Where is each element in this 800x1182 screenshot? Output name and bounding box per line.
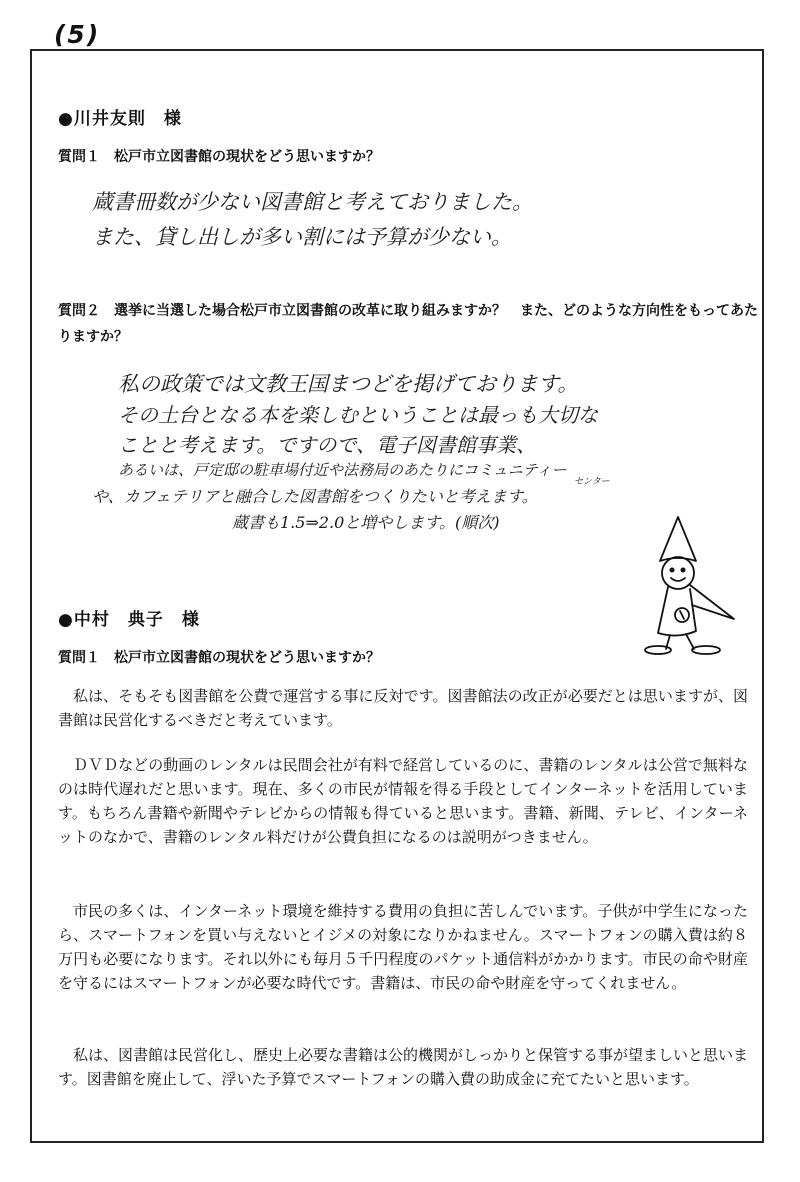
respondent-name-kawai: ●川井友則 様: [58, 109, 182, 129]
handwritten-answer-2-line-2: その土台となる本を楽しむということは最っも大切な: [118, 403, 598, 427]
handwritten-answer-2-line-5: や、カフェテリアと融合した図書館をつくりたいと考えます。: [92, 487, 538, 506]
handwritten-answer-1-line-2: また、貸し出しが多い割には予算が少ない。: [92, 225, 512, 249]
handwritten-answer-2-line-6: 蔵書も1.5⇒2.0と増やします。(順次): [232, 513, 500, 532]
handwritten-note-center: センター: [574, 477, 610, 487]
handwritten-answer-1-line-1: 蔵書冊数が少ない図書館と考えておりました。: [92, 190, 533, 214]
page-number: (5): [54, 20, 101, 49]
question-1-nakamura: 質問１ 松戸市立図書館の現状をどう思いますか？: [58, 650, 380, 666]
question-1-kawai: 質問１ 松戸市立図書館の現状をどう思いますか？: [58, 149, 380, 165]
answer-paragraph-4: 私は、図書館は民営化し、歴史上必要な書籍は公的機関がしっかりと保管する事が望ましいと思います。図書館を廃止して、浮いた予算でスマートフォンの購入費の助成金に充てたいと思います。: [58, 1046, 749, 1088]
question-2-kawai: 質問２ 選挙に当選した場合松戸市立図書館の改革に取り組みますか？ また、どのような方向性をもってあたりますか？: [58, 303, 758, 345]
respondent-name-nakamura: ●中村 典子 様: [58, 610, 200, 630]
handwritten-answer-2-line-3: ことと考えます。ですので、電子図書館事業、: [118, 433, 536, 457]
mascot-illustration: [638, 515, 750, 657]
answer-paragraph-2: ＤＶＤなどの動画のレンタルは民間会社が有料で経営しているのに、書籍のレンタルは公営で無料なのは時代遅れだと思います。現在、多くの市民が情報を得る手段としてインターネットを活用しています。もちろん書籍や新聞やテレビからの情報も得ていると思います。書籍、新聞、テレビ、インターネットのなかで、書籍のレンタル料だけが公費負担になるのは説明がつきません。: [58, 756, 748, 846]
handwritten-answer-2-line-4: あるいは、戸定邸の駐車場付近や法務局のあたりにコミュニティー: [118, 461, 567, 479]
answer-paragraph-3: 市民の多くは、インターネット環境を維持する費用の負担に苦しんでいます。子供が中学生になったら、スマートフォンを買い与えないとイジメの対象になりかねません。スマートフォンの購入費は約８万円も必要になります。それ以外にも毎月５千円程度のパケット通信料がかかります。市民の命や財産を守るにはスマートフォンが必要な時代です。書籍は、市民の命や財産を守ってくれません。: [58, 902, 748, 992]
answer-paragraph-1: 私は、そもそも図書館を公費で運営する事に反対です。図書館法の改正が必要だとは思いますが、図書館は民営化するべきだと考えています。: [58, 687, 748, 729]
handwritten-answer-2-line-1: 私の政策では文教王国まつどを掲げております。: [118, 372, 579, 396]
